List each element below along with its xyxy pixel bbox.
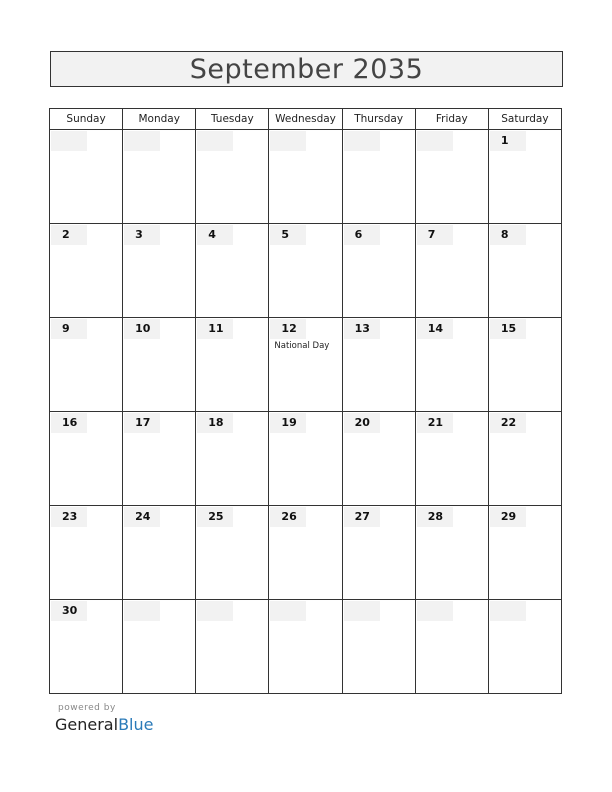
day-number [344,131,380,151]
day-cell [196,318,269,412]
day-number: 29 [490,507,526,527]
day-cell [342,412,415,506]
day-number: 14 [417,319,453,339]
day-number [124,601,160,621]
brand-name-general: General [55,715,119,734]
day-number [197,131,233,151]
day-cell [196,224,269,318]
day-cell [269,224,342,318]
brand-logo[interactable] [55,715,153,734]
weekday-wednesday: Wednesday [269,109,342,130]
day-number: 15 [490,319,526,339]
holiday-label: National Day [274,341,330,351]
calendar-grid [49,108,562,694]
day-cell [342,506,415,600]
day-cell [415,412,488,506]
day-cell [342,224,415,318]
day-cell [415,506,488,600]
day-number: 9 [51,319,87,339]
day-number: 16 [51,413,87,433]
weekday-sunday: Sunday [50,109,123,130]
day-number: 26 [270,507,306,527]
day-cell [415,130,488,224]
week-row-3 [50,318,562,412]
day-number: 24 [124,507,160,527]
day-number: 3 [124,225,160,245]
day-cell [196,130,269,224]
week-row-4 [50,412,562,506]
day-number: 10 [124,319,160,339]
day-number [270,131,306,151]
week-row-5 [50,506,562,600]
day-number: 12 [270,319,306,339]
day-number [417,131,453,151]
day-number: 4 [197,225,233,245]
day-number: 30 [51,601,87,621]
day-cell [123,506,196,600]
day-cell [342,318,415,412]
day-number [344,601,380,621]
day-cell [123,224,196,318]
day-number: 8 [490,225,526,245]
powered-by-text: powered by [58,703,116,713]
day-number [490,601,526,621]
day-number: 20 [344,413,380,433]
day-number: 2 [51,225,87,245]
day-cell [488,318,561,412]
day-cell [123,600,196,694]
day-cell [269,600,342,694]
weekday-tuesday: Tuesday [196,109,269,130]
day-number: 7 [417,225,453,245]
day-cell [488,506,561,600]
day-cell [488,600,561,694]
day-number [51,131,87,151]
day-cell [269,412,342,506]
day-cell [488,130,561,224]
day-number: 11 [197,319,233,339]
day-cell [196,506,269,600]
weekday-thursday: Thursday [342,109,415,130]
calendar-title [50,51,563,87]
brand-name-blue: Blue [118,715,154,734]
day-number: 28 [417,507,453,527]
day-number: 23 [51,507,87,527]
day-number: 27 [344,507,380,527]
day-cell [196,600,269,694]
week-row-1 [50,130,562,224]
day-number: 18 [197,413,233,433]
day-number [197,601,233,621]
day-number: 21 [417,413,453,433]
day-number [417,601,453,621]
day-number: 17 [124,413,160,433]
day-cell [123,130,196,224]
day-cell [269,130,342,224]
day-cell [50,506,123,600]
week-row-2 [50,224,562,318]
day-cell [415,318,488,412]
day-number: 6 [344,225,380,245]
day-number: 13 [344,319,380,339]
day-number: 1 [490,131,526,151]
day-cell [269,318,342,412]
day-cell [269,506,342,600]
day-cell [342,600,415,694]
weekday-monday: Monday [123,109,196,130]
day-cell [50,600,123,694]
day-cell [50,412,123,506]
day-number [124,131,160,151]
weekday-header-row [50,109,562,130]
day-cell [50,130,123,224]
day-cell [123,318,196,412]
day-cell [50,224,123,318]
day-number: 5 [270,225,306,245]
day-cell [123,412,196,506]
month-year-heading: September 2035 [189,53,424,85]
day-number: 25 [197,507,233,527]
week-row-6 [50,600,562,694]
weekday-saturday: Saturday [488,109,561,130]
day-number [270,601,306,621]
day-cell [415,224,488,318]
day-cell [488,412,561,506]
day-cell [488,224,561,318]
day-cell [196,412,269,506]
weekday-friday: Friday [415,109,488,130]
day-number: 19 [270,413,306,433]
day-number: 22 [490,413,526,433]
day-cell [50,318,123,412]
day-cell [342,130,415,224]
day-cell [415,600,488,694]
